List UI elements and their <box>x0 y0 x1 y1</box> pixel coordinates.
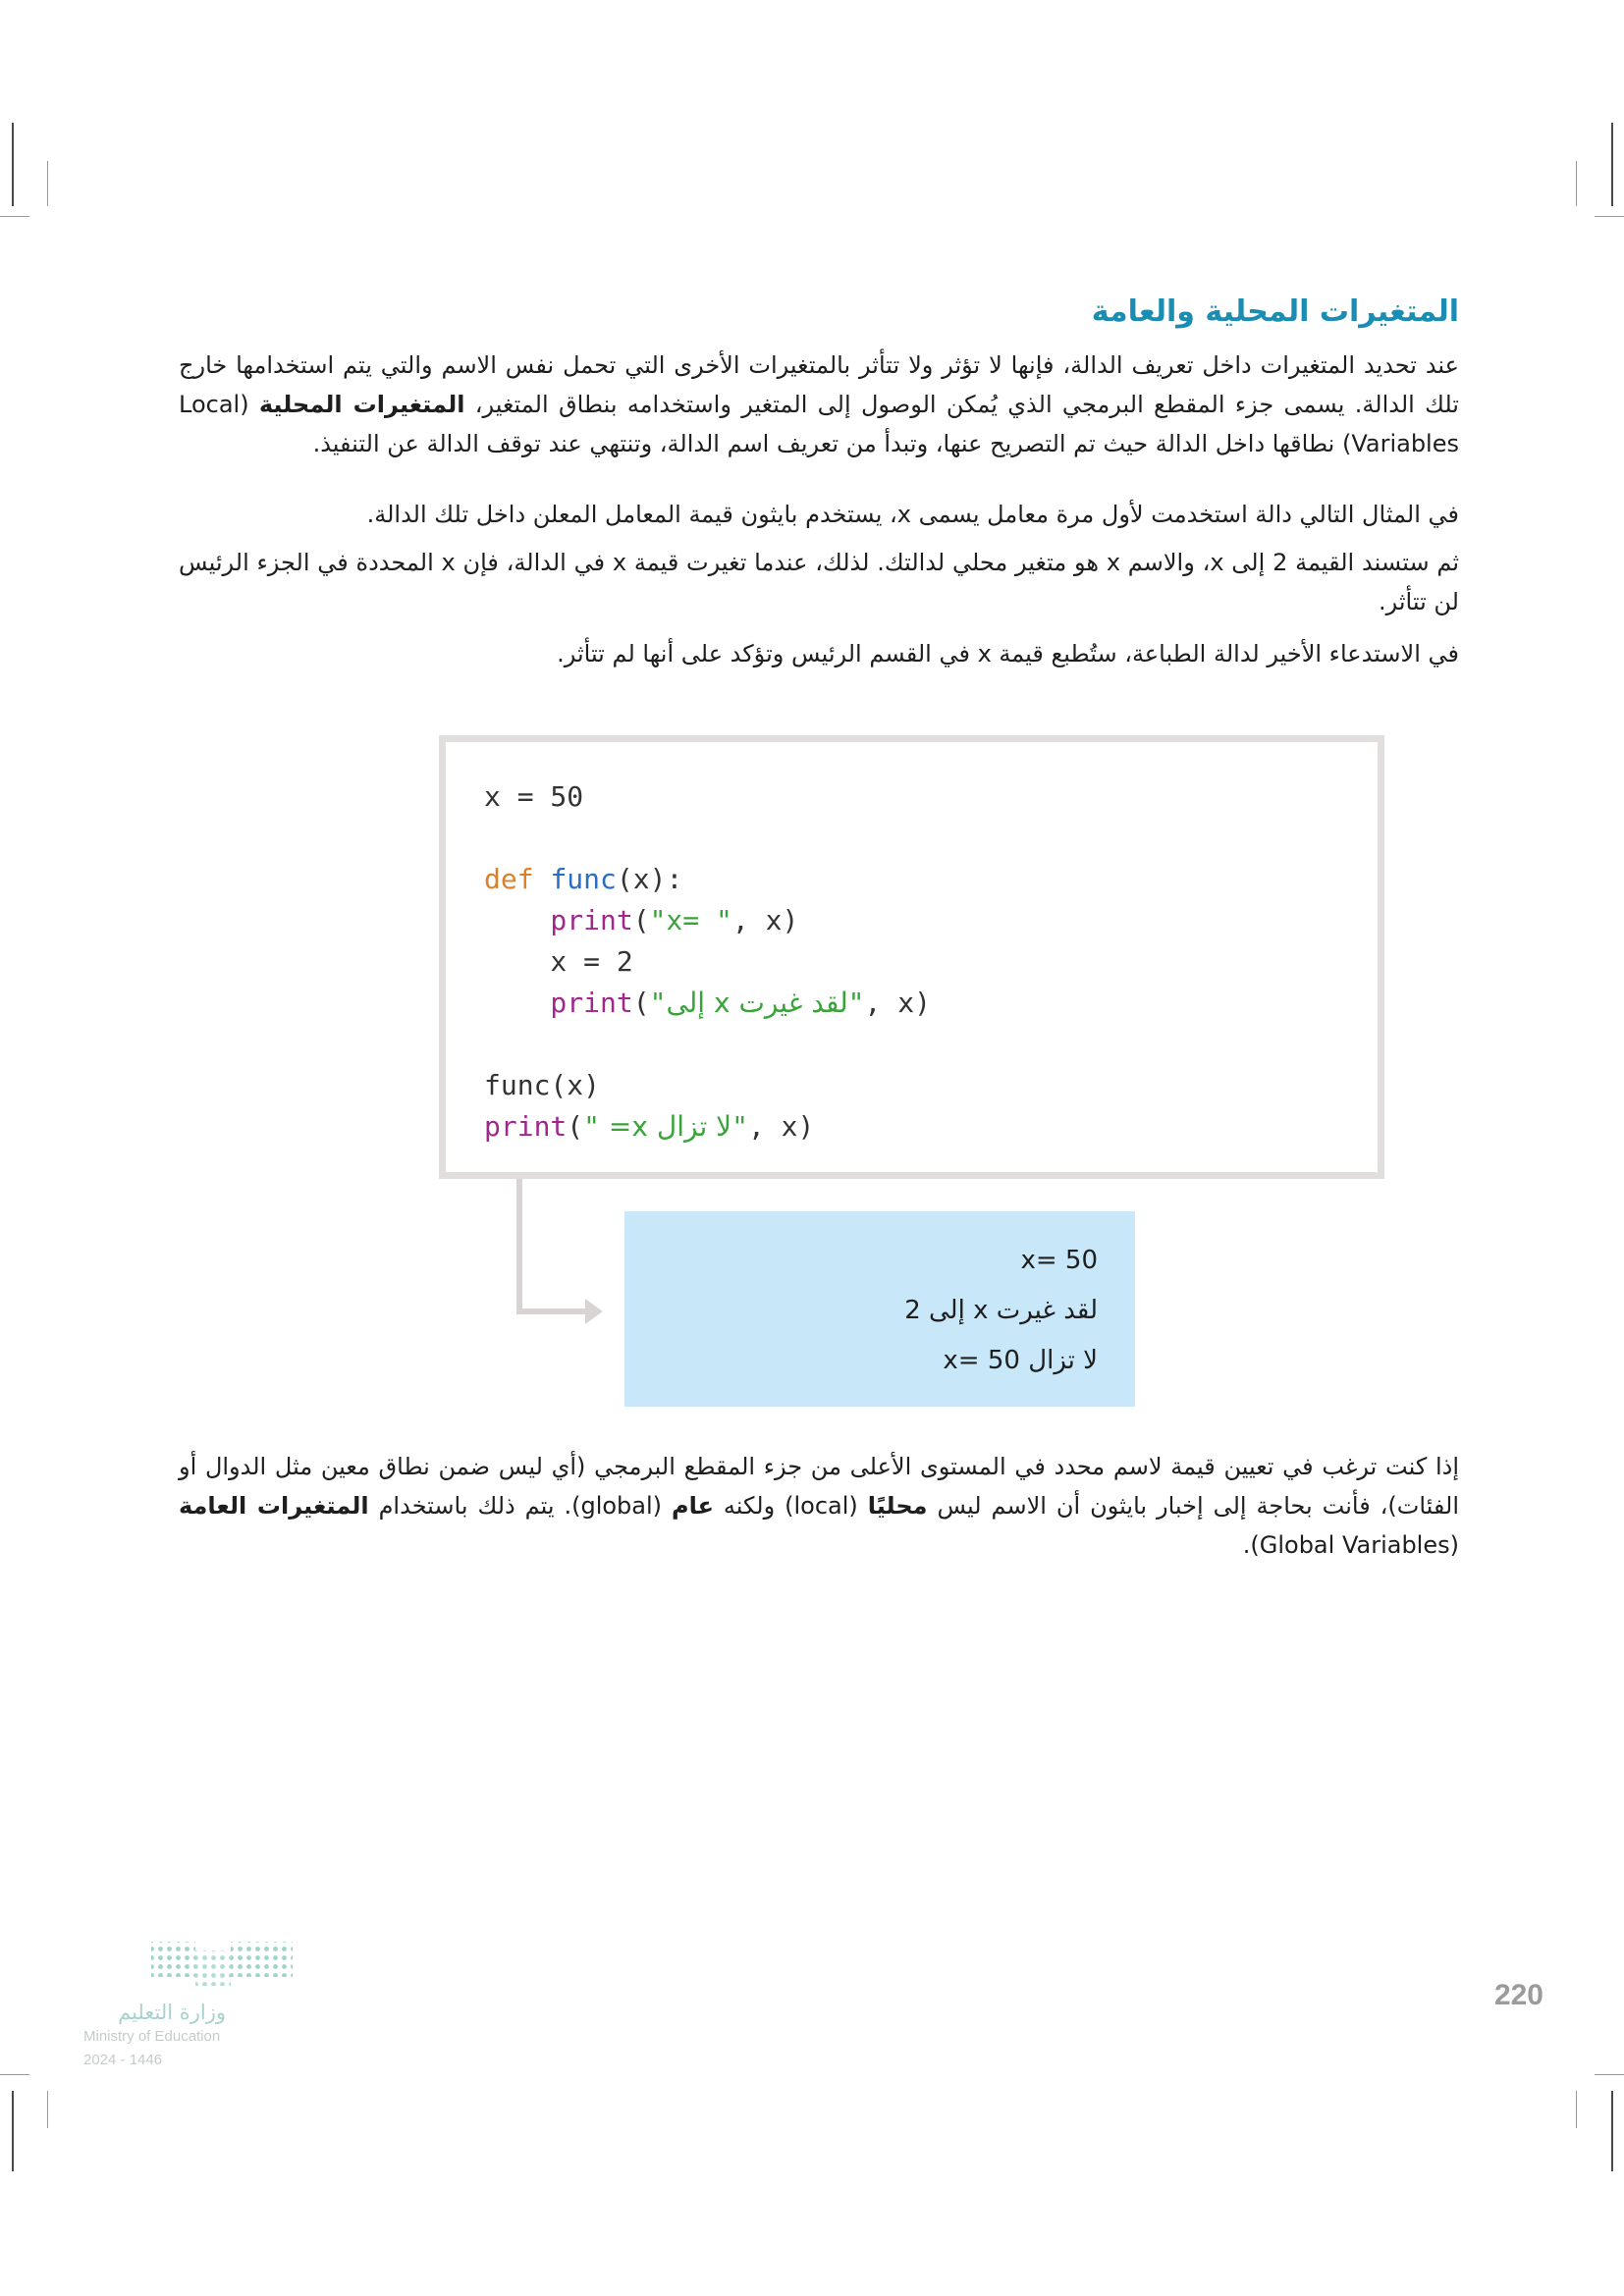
code-line <box>484 983 1378 1024</box>
code-token: x = 2 <box>550 945 633 978</box>
code-line <box>484 900 1378 941</box>
crop-mark <box>47 161 48 206</box>
code-line <box>484 1106 1378 1148</box>
code-function-name: func <box>550 863 617 895</box>
code-keyword: def <box>484 863 534 895</box>
output-line: لا تزال x= 50 <box>943 1346 1098 1375</box>
code-token: (x): <box>616 863 683 895</box>
code-line <box>484 941 1378 983</box>
ministry-logo-arabic: وزارة التعليم <box>118 2001 226 2024</box>
crop-mark <box>1595 216 1624 217</box>
ministry-logo-years: 2024 - 1446 <box>83 2052 163 2068</box>
crop-mark <box>1576 2091 1577 2128</box>
crop-mark <box>0 2074 29 2075</box>
crop-mark <box>12 2091 14 2171</box>
code-builtin: print <box>484 1110 568 1143</box>
code-token: ( <box>632 987 650 1019</box>
code-blank-line <box>484 1024 1378 1065</box>
ministry-logo-english: Ministry of Education <box>83 2028 221 2045</box>
code-token: , x) <box>731 904 799 936</box>
code-string-quote: " <box>583 1110 601 1143</box>
code-string: لا تزال x= <box>600 1110 732 1143</box>
bold-term: عام <box>671 1492 714 1520</box>
code-string-quote: " <box>731 1110 748 1143</box>
code-token: func(x) <box>484 1069 601 1101</box>
code-string-quote: " <box>847 987 865 1019</box>
final-call-paragraph: في الاستدعاء الأخير لدالة الطباعة، ستُطبع قيمة x في القسم الرئيس وتؤكد على أنها لم تتأثر. <box>557 640 1459 667</box>
crop-mark <box>47 2091 48 2128</box>
crop-mark <box>1595 2074 1624 2075</box>
example-paragraph: في المثال التالي دالة استخدمت لأول مرة معامل يسمى x، يستخدم بايثون قيمة المعامل المعلن داخل تلك الدالة. <box>366 501 1459 528</box>
bold-term: محليًا <box>867 1492 928 1520</box>
code-line <box>484 776 1378 818</box>
crop-mark <box>1576 161 1577 206</box>
code-token: ( <box>567 1110 584 1143</box>
code-string: "x= " <box>649 904 732 936</box>
output-line: لقد غيرت x إلى 2 <box>904 1296 1098 1325</box>
code-block <box>439 735 1384 1179</box>
code-blank-line <box>484 818 1378 859</box>
paragraph-text: عند تحديد المتغيرات داخل تعريف الدالة، فإنها لا تؤثر ولا تتأثر بالمتغيرات الأخرى التي تحمل نفس الاسم والتي يتم استخدامها خارج تلك الدالة. يسمى جزء المقطع البرمجي الذي يُمكن الوصول إلى المتغير واستخدامه بنطاق المتغير، <box>179 351 1459 418</box>
paragraph-text: إذا كنت ترغب في تعيين قيمة لاسم محدد في المستوى الأعلى من جزء المقطع البرمجي (أي ليس ضمن نطاق معين مثل الدوال أو الفئات)، فأنت بحاجة إلى إخبار بايثون أن الاسم ليس <box>179 1453 1460 1520</box>
crop-mark <box>1611 123 1613 206</box>
explanation-paragraph: ثم ستسند القيمة 2 إلى x، والاسم x هو متغير محلي لدالتك. لذلك، عندما تغيرت قيمة x في الدالة، فإن x المحددة في الجزء الرئيس لن تتأثر. <box>179 549 1460 615</box>
intro-paragraph <box>179 346 1459 463</box>
section-heading: المتغيرات المحلية والعامة <box>1091 294 1459 329</box>
code-token: , x) <box>864 987 931 1019</box>
code-token: ( <box>632 904 650 936</box>
crop-mark <box>1611 2091 1613 2171</box>
code-line <box>484 1065 1378 1106</box>
page-number: 220 <box>1493 1979 1543 2011</box>
bold-term: المتغيرات العامة <box>179 1492 369 1520</box>
code-token <box>534 863 551 895</box>
output-line: x= 50 <box>1020 1246 1098 1275</box>
program-output <box>624 1211 1135 1407</box>
paragraph-text: (global). يتم ذلك باستخدام <box>368 1492 672 1520</box>
dotted-wave-logo-icon <box>147 1936 299 1995</box>
code-string: لقد غيرت x إلى <box>666 987 848 1019</box>
code-token: x = 50 <box>484 780 584 813</box>
code-builtin: print <box>550 904 633 936</box>
bold-term: المتغيرات المحلية <box>258 391 465 418</box>
paragraph-text: (local) ولكنه <box>713 1492 868 1520</box>
paragraph-text: (Global Variables). <box>1242 1531 1459 1559</box>
code-line <box>484 859 1378 900</box>
crop-mark <box>12 123 14 206</box>
crop-mark <box>0 216 29 217</box>
code-token: , x) <box>747 1110 815 1143</box>
global-variables-paragraph <box>179 1447 1459 1565</box>
paragraph-text: (Local Variables) نطاقها داخل الدالة حيث تم التصريح عنها، وتبدأ من تعريف اسم الدالة، وتنتهي عند توقف الدالة عن التنفيذ. <box>179 391 1459 457</box>
code-string-quote: " <box>649 987 667 1019</box>
output-arrow-icon <box>511 1173 609 1330</box>
code-builtin: print <box>550 987 633 1019</box>
